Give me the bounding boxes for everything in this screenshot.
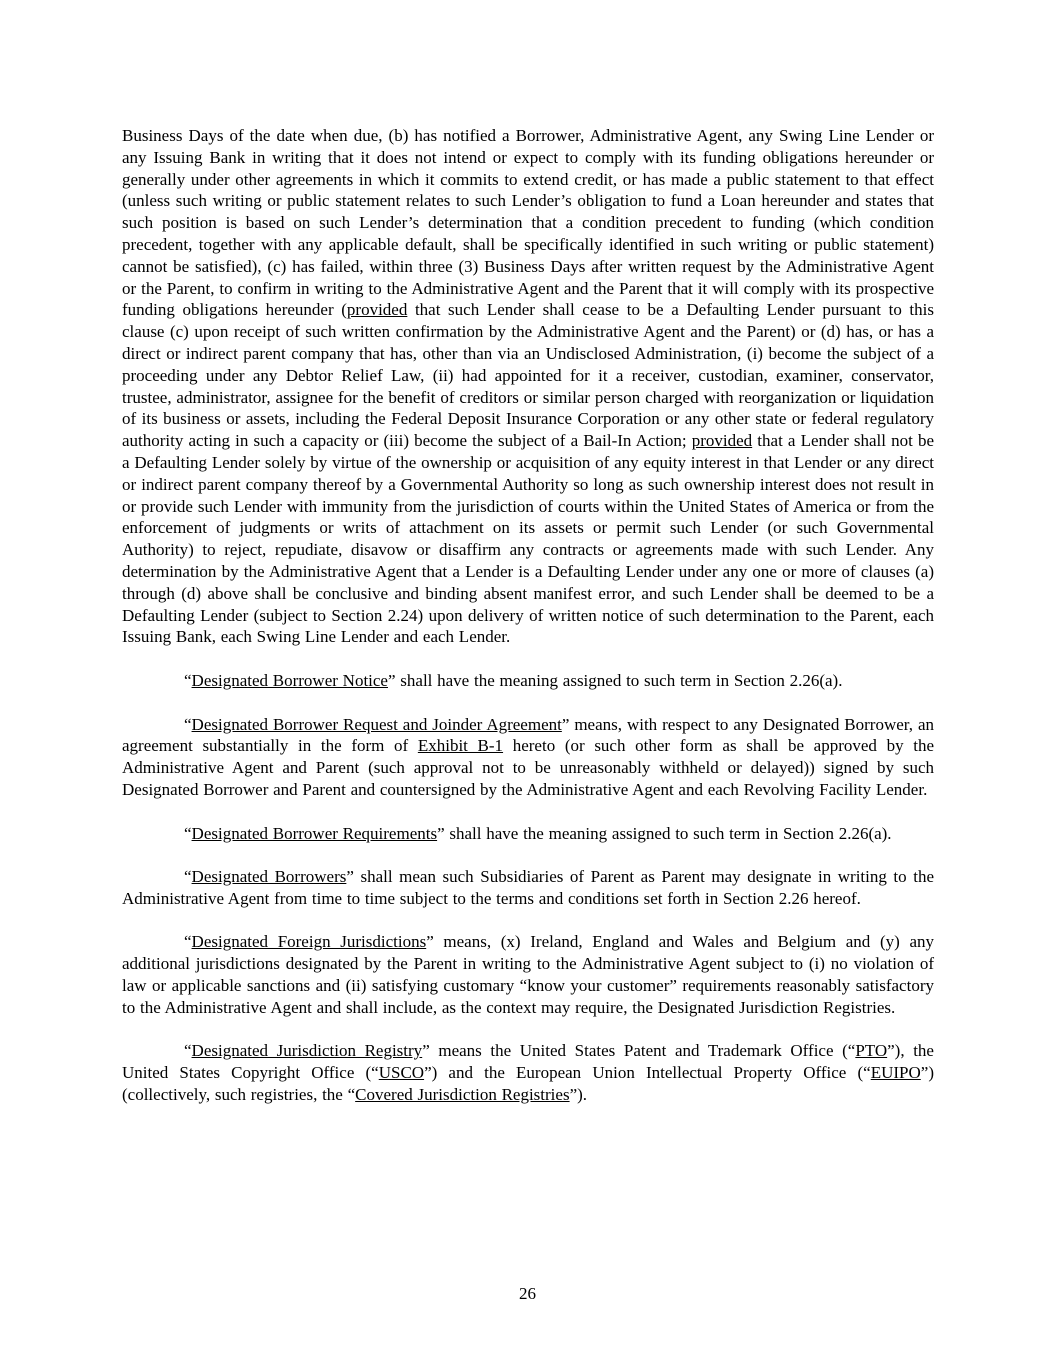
defined-term-underlined: provided <box>691 431 753 451</box>
text-run: “ <box>184 823 192 843</box>
defined-term-underlined: PTO <box>855 1041 888 1061</box>
defined-term-underlined: provided <box>346 300 408 320</box>
defined-term-underlined: Designated Foreign Jurisdictions <box>191 932 427 952</box>
defined-term-underlined: Designated Borrower Notice <box>191 670 388 690</box>
definition-designated-borrower-requirements <box>122 823 934 845</box>
text-run: Business Days of the date when due, (b) has notified a Borrower, Administrative Agent, any Swing Line Lender or any Issuing Bank in writing that it does not intend or expect to comply with its funding obligations hereunder or generally under other agreements in which it commits to extend credit, or has made a public statement to that effect (unless such writing or public statement relates to such Lender’s obligation to fund a Loan hereunder and states that such position is based on such Lender’s determination that a condition precedent to funding (which condition precedent, together with any applicable default, shall be specifically identified in such writing or public statement) cannot be satisfied), (c) has failed, within three (3) Business Days after written request by the Administrative Agent or the Parent, to confirm in writing to the Administrative Agent and the Parent that it will comply with its prospective funding obligations hereunder ( <box>122 126 934 320</box>
text-run: “ <box>184 1041 192 1061</box>
text-run: ” shall mean such Subsidiaries of Parent as Parent may designate in writing to the Administrative Agent from time to time subject to the terms and conditions set forth in Section 2.26 hereof. <box>122 867 934 908</box>
text-run: ”) and the European Union Intellectual Property Office (“ <box>424 1063 871 1083</box>
defined-term-underlined: Designated Borrower Requirements <box>191 823 438 843</box>
text-run: ” means, with respect to any Designated Borrower, an agreement substantially in the form of <box>122 714 934 756</box>
text-run: that a Lender shall not be a Defaulting Lender solely by virtue of the ownership or acquisition of any equity interest in that Lender or any direct or indirect parent company thereof by a Governmental Authority so long as such ownership interest does not result in or provide such Lender with immunity from the jurisdiction of courts within the United States of America or from the enforcement of judgments or writs of attachment on its assets or permit such Lender (or such Governmental Authority) to reject, repudiate, disavow or disaffirm any contracts or agreements made with such Lender. Any determination by the Administrative Agent that a Lender is a Defaulting Lender under any one or more of clauses (a) through (d) above shall be conclusive and binding absent manifest error, and such Lender shall be deemed to be a Defaulting Lender (subject to Section 2.24) upon delivery of written notice of such determination to the Parent, each Issuing Bank, each Swing Line Lender and each Lender. <box>122 431 934 647</box>
text-run: ” shall have the meaning assigned to such term in Section 2.26(a). <box>387 670 843 690</box>
text-run: ”) (collectively, such registries, the “ <box>122 1063 934 1105</box>
defined-term-underlined: Exhibit B-1 <box>417 736 504 756</box>
text-run: hereto (or such other form as shall be approved by the Administrative Agent and Parent (such approval not to be unreasonably withheld or delayed)) signed by such Designated Borrower and Parent and countersigned by the Administrative Agent and each Revolving Facility Lender. <box>122 736 934 799</box>
text-run: that such Lender shall cease to be a Defaulting Lender pursuant to this clause (c) upon receipt of such written confirmation by the Administrative Agent and the Parent) or (d) has, or has a direct or indirect parent company that has, other than via an Undisclosed Administration, (i) become the subject of a proceeding under any Debtor Relief Law, (ii) had appointed for it a receiver, custodian, examiner, conservator, trustee, administrator, assignee for the benefit of creditors or similar person charged with reorganization or liquidation of its business or assets, including the Federal Deposit Insurance Corporation or any other state or federal regulatory authority acting in such a capacity or (iii) become the subject of a Bail-In Action; <box>122 300 934 451</box>
text-run: ”). <box>569 1085 588 1105</box>
definition-designated-borrower-notice <box>122 670 934 692</box>
text-run: “ <box>184 932 192 952</box>
text-run: ”), the United States Copyright Office (“ <box>122 1041 934 1083</box>
defined-term-underlined: Designated Borrower Request and Joinder Agreement <box>191 714 562 734</box>
text-run: “ <box>184 867 192 887</box>
definition-designated-foreign-jurisdictions <box>122 931 934 1018</box>
text-run: ” means, (x) Ireland, England and Wales and Belgium and (y) any additional jurisdictions designated by the Parent in writing to the Administrative Agent subject to (i) no violation of law or applicable sanctions and (ii) satisfying customary “know your customer” requirements reasonably satisfactory to the Administrative Agent and shall include, as the context may require, the Designated Jurisdiction Registries. <box>122 932 935 1017</box>
paragraph-defaulting-lender-continuation <box>122 125 934 648</box>
text-run: ” shall have the meaning assigned to such term in Section 2.26(a). <box>437 823 892 843</box>
defined-term-underlined: USCO <box>378 1063 425 1083</box>
defined-term-underlined: Covered Jurisdiction Registries <box>355 1085 570 1105</box>
defined-term-underlined: Designated Borrowers <box>191 867 347 887</box>
text-run: “ <box>184 714 192 734</box>
definition-designated-borrower-request-and-joinder-agreement <box>122 714 934 801</box>
text-run: ” means the United States Patent and Trademark Office (“ <box>422 1041 856 1061</box>
text-run: “ <box>184 670 192 690</box>
defined-term-underlined: Designated Jurisdiction Registry <box>191 1041 423 1061</box>
defined-term-underlined: EUIPO <box>870 1063 921 1083</box>
page-number: 26 <box>519 1284 536 1303</box>
definition-designated-borrowers <box>122 866 934 910</box>
document-body <box>122 125 934 1128</box>
definition-designated-jurisdiction-registry <box>122 1040 934 1105</box>
